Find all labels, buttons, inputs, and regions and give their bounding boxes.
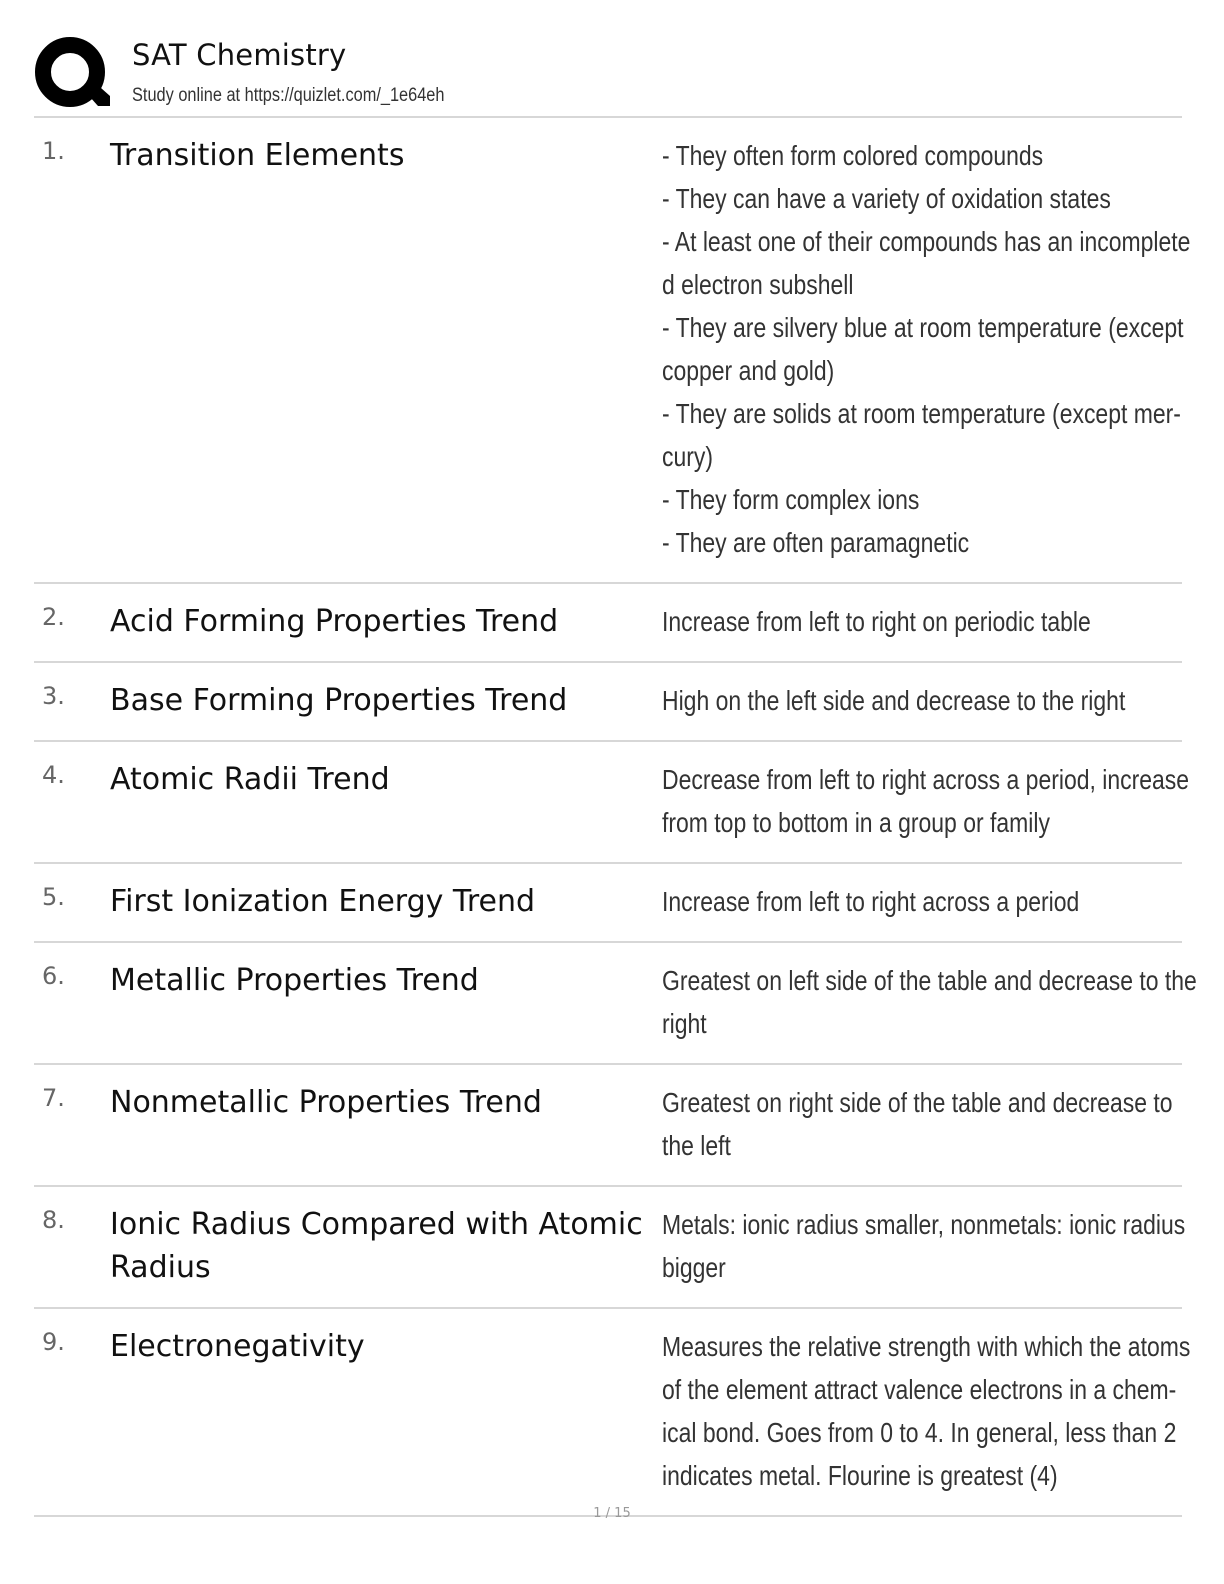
definition-line: d electron subshell [662, 269, 854, 300]
flashcard-row [34, 1187, 1186, 1309]
study-online-line[interactable]: Study online at https://quizlet.com/_1e64eh [132, 85, 445, 106]
flashcard-list [34, 118, 1197, 1517]
flashcard-row [34, 1065, 1182, 1187]
card-definition [662, 1325, 1191, 1497]
flashcard-row [34, 663, 1182, 742]
deck-title: SAT Chemistry [132, 38, 347, 72]
card-definition [662, 1081, 1182, 1167]
card-definition [662, 1203, 1186, 1289]
card-term: Atomic Radii Trend [110, 762, 390, 797]
card-term: Electronegativity [110, 1329, 365, 1364]
flashcard-row [34, 864, 1182, 943]
card-number: 4. [42, 761, 65, 789]
definition-line: - They can have a variety of oxidation states [662, 183, 1111, 214]
card-number: 7. [42, 1084, 65, 1112]
card-definition [662, 679, 1182, 722]
card-number: 2. [42, 603, 65, 631]
flashcard-row [34, 584, 1182, 663]
definition-line: the left [662, 1130, 731, 1161]
quizlet-logo-icon [34, 36, 110, 112]
definition-line: right [662, 1008, 707, 1039]
definition-line: Measures the relative strength with which the atoms [662, 1331, 1191, 1362]
card-number: 1. [42, 137, 65, 165]
flashcard-row [34, 943, 1197, 1065]
card-term: Ionic Radius Compared with Atomic Radius [110, 1207, 643, 1285]
definition-line: from top to bottom in a group or family [662, 807, 1050, 838]
definition-line: Increase from left to right on periodic table [662, 606, 1091, 637]
definition-line: Greatest on right side of the table and decrease to [662, 1087, 1173, 1118]
card-definition [662, 959, 1197, 1045]
card-number: 3. [42, 682, 65, 710]
card-number: 6. [42, 962, 65, 990]
definition-line: ical bond. Goes from 0 to 4. In general, less than 2 [662, 1417, 1177, 1448]
card-term: Nonmetallic Properties Trend [110, 1085, 542, 1120]
page-header [34, 34, 1184, 116]
definition-line: - They often form colored compounds [662, 140, 1044, 171]
definition-line: - They form complex ions [662, 484, 920, 515]
card-definition [662, 758, 1190, 844]
card-term: First Ionization Energy Trend [110, 884, 536, 919]
card-definition [662, 880, 1182, 923]
definition-line: cury) [662, 441, 714, 472]
card-number: 9. [42, 1328, 65, 1356]
card-number: 5. [42, 883, 65, 911]
card-definition [662, 134, 1191, 564]
definition-line: Increase from left to right across a period [662, 886, 1080, 917]
definition-line: - They are silvery blue at room temperature (except [662, 312, 1184, 343]
definition-line: - They are solids at room temperature (except mer- [662, 398, 1181, 429]
card-term: Acid Forming Properties Trend [110, 604, 559, 639]
card-term: Base Forming Properties Trend [110, 683, 568, 718]
card-term: Transition Elements [110, 138, 405, 173]
flashcard-row [34, 1309, 1191, 1517]
card-number: 8. [42, 1206, 65, 1234]
definition-line: of the element attract valence electrons in a chem- [662, 1374, 1177, 1405]
card-definition [662, 600, 1182, 643]
definition-line: indicates metal. Flourine is greatest (4) [662, 1460, 1058, 1491]
flashcard-row [34, 118, 1191, 584]
definition-line: Metals: ionic radius smaller, nonmetals: ionic radius [662, 1209, 1186, 1240]
definition-line: - At least one of their compounds has an incomplete [662, 226, 1191, 257]
definition-line: - They are often paramagnetic [662, 527, 970, 558]
definition-line: High on the left side and decrease to the right [662, 685, 1126, 716]
definition-line: bigger [662, 1252, 726, 1283]
flashcard-row [34, 742, 1190, 864]
card-term: Metallic Properties Trend [110, 963, 479, 998]
definition-line: Decrease from left to right across a period, increase [662, 764, 1190, 795]
page-number: 1 / 15 [593, 1506, 631, 1521]
definition-line: copper and gold) [662, 355, 835, 386]
definition-line: Greatest on left side of the table and decrease to the [662, 965, 1197, 996]
